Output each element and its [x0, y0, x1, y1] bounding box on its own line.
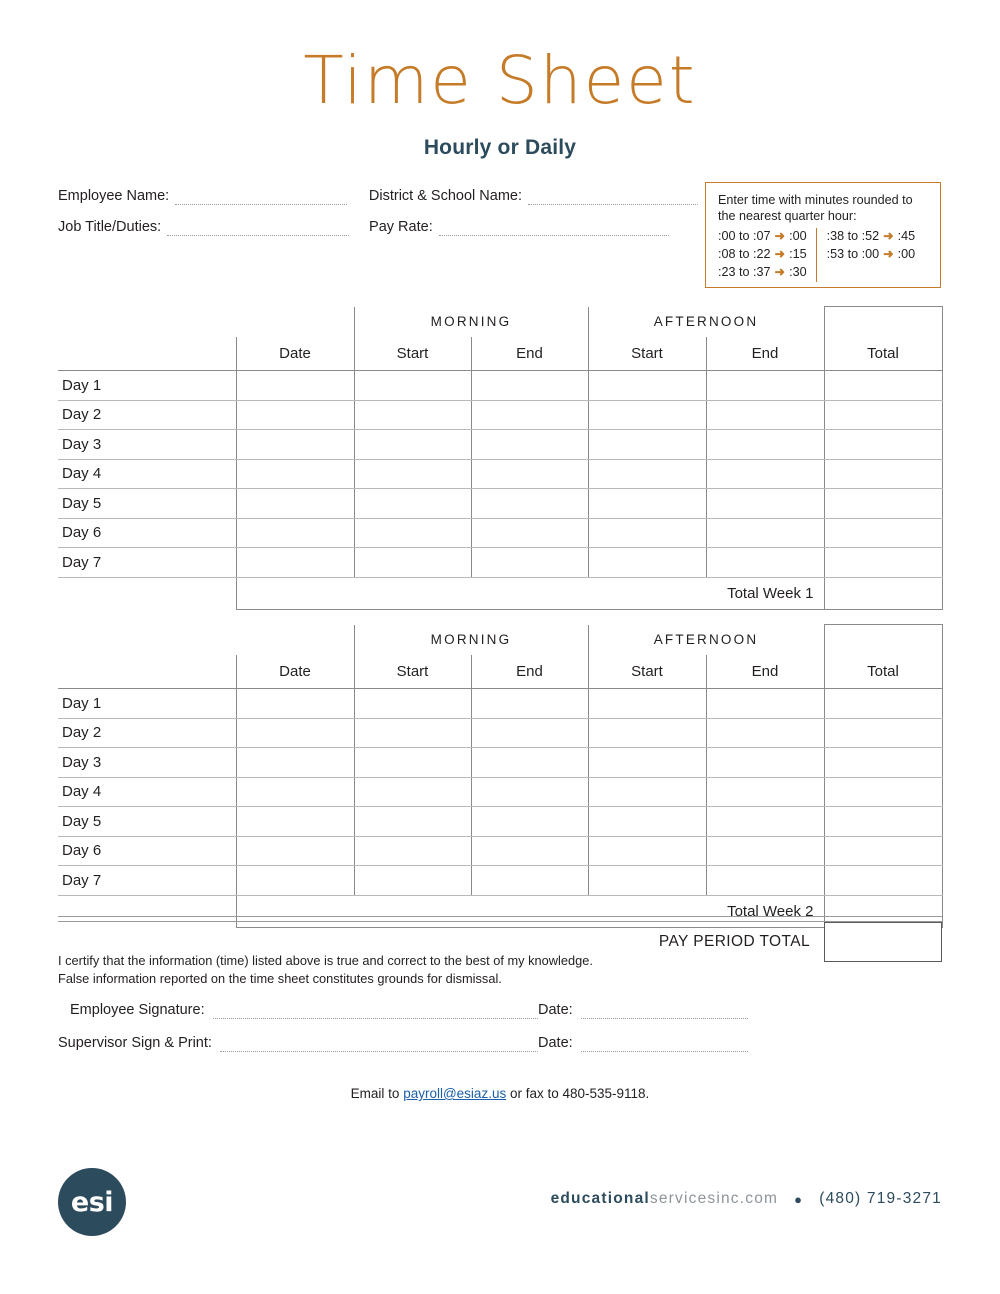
day-label: Day 6: [58, 836, 236, 866]
rounding-rule-range: :23 to :37: [718, 264, 771, 279]
submission-instructions: [0, 1086, 1000, 1101]
day-label: Day 5: [58, 807, 236, 837]
day-label: Day 2: [58, 400, 236, 430]
total-week1-label: Total Week 1: [236, 577, 824, 609]
rounding-instructions-box: [705, 182, 941, 288]
cell-afternoon-end[interactable]: [706, 489, 824, 519]
cell-morning-start[interactable]: [354, 807, 471, 837]
cell-afternoon-start[interactable]: [588, 489, 706, 519]
day-label: Day 2: [58, 718, 236, 748]
cell-date[interactable]: [236, 836, 354, 866]
cell-total[interactable]: [824, 518, 942, 548]
cell-morning-start[interactable]: [354, 777, 471, 807]
cell-morning-start[interactable]: [354, 548, 471, 578]
pay-period-total-value[interactable]: [824, 922, 942, 962]
signature-section: [58, 1002, 748, 1068]
rounding-rule-result: :00: [897, 247, 916, 262]
submission-suffix: or fax to 480-535-9118.: [506, 1086, 650, 1101]
day-label: Day 1: [58, 689, 236, 719]
cell-afternoon-start[interactable]: [588, 371, 706, 401]
certification-statement: [58, 952, 678, 988]
column-header-morning-end: End: [471, 337, 588, 371]
job-title-field-group: [58, 219, 357, 236]
rounding-rule-row: [718, 228, 807, 246]
cell-afternoon-start[interactable]: [588, 836, 706, 866]
cell-afternoon-start[interactable]: [588, 400, 706, 430]
cell-afternoon-start[interactable]: [588, 548, 706, 578]
rounding-rule-range: :38 to :52: [826, 229, 880, 244]
week2-timesheet-table: [58, 624, 942, 928]
cell-total[interactable]: [824, 400, 942, 430]
rounding-rule-result: :45: [897, 229, 916, 244]
cell-afternoon-end[interactable]: [706, 748, 824, 778]
cell-morning-start[interactable]: [354, 866, 471, 896]
cell-total[interactable]: [824, 371, 942, 401]
day-label: Day 4: [58, 459, 236, 489]
column-header-morning-start: Start: [354, 655, 471, 689]
table-row: [58, 548, 942, 578]
table-row: [58, 718, 942, 748]
arrow-right-icon: ➜: [774, 247, 786, 262]
arrow-right-icon: ➜: [774, 229, 786, 244]
cell-total[interactable]: [824, 430, 942, 460]
cell-morning-end[interactable]: [471, 400, 588, 430]
cell-date[interactable]: [236, 866, 354, 896]
table-row: [58, 777, 942, 807]
column-header-afternoon-end: End: [706, 337, 824, 371]
day-label: Day 6: [58, 518, 236, 548]
column-header-date: Date: [236, 655, 354, 689]
day-label: Day 3: [58, 748, 236, 778]
supervisor-date-input[interactable]: [581, 1037, 748, 1052]
cell-total[interactable]: [824, 718, 942, 748]
rounding-rule-range: :00 to :07: [718, 229, 771, 244]
supervisor-signature-label: Supervisor Sign & Print:: [58, 1035, 212, 1051]
group-header-afternoon: AFTERNOON: [588, 625, 824, 655]
cell-afternoon-end[interactable]: [706, 807, 824, 837]
column-header-afternoon-start: Start: [588, 655, 706, 689]
table-corner-blank: [236, 307, 354, 337]
cell-afternoon-start[interactable]: [588, 718, 706, 748]
supervisor-date-label: Date:: [538, 1035, 573, 1051]
pay-rate-label: Pay Rate:: [369, 219, 433, 235]
cell-afternoon-end[interactable]: [706, 718, 824, 748]
cell-afternoon-end[interactable]: [706, 371, 824, 401]
employee-name-field-group: [58, 188, 357, 205]
cell-total[interactable]: [824, 836, 942, 866]
cell-afternoon-end[interactable]: [706, 689, 824, 719]
cell-morning-end[interactable]: [471, 777, 588, 807]
employee-name-label: Employee Name:: [58, 188, 170, 204]
page-subtitle: Hourly or Daily: [423, 136, 577, 159]
cell-afternoon-end[interactable]: [706, 866, 824, 896]
table-row: [58, 518, 942, 548]
footer-website-bold: educational: [550, 1190, 650, 1207]
cell-afternoon-end[interactable]: [706, 459, 824, 489]
employee-date-input[interactable]: [581, 1004, 748, 1019]
cell-morning-end[interactable]: [471, 689, 588, 719]
footer-phone: (480) 719-3271: [819, 1190, 942, 1207]
cell-afternoon-end[interactable]: [706, 777, 824, 807]
district-school-label: District & School Name:: [368, 188, 522, 204]
employee-signature-label: Employee Signature:: [70, 1002, 205, 1018]
cell-afternoon-end[interactable]: [706, 548, 824, 578]
rounding-rules-right-column: [817, 228, 916, 282]
group-header-morning: MORNING: [354, 307, 588, 337]
table-corner-blank: [58, 307, 236, 337]
rounding-rule-range: :08 to :22: [718, 247, 771, 262]
footer-website-light: servicesinc.com: [649, 1190, 779, 1207]
cell-afternoon-start[interactable]: [588, 459, 706, 489]
employee-info-form: [58, 188, 698, 250]
column-header-date: Date: [236, 337, 354, 371]
cell-date[interactable]: [236, 400, 354, 430]
rounding-rule-result: :15: [789, 247, 807, 262]
pay-period-total-label: PAY PERIOD TOTAL: [658, 933, 810, 950]
employee-date-label: Date:: [538, 1002, 573, 1018]
cell-morning-end[interactable]: [471, 866, 588, 896]
column-header-blank: [58, 337, 236, 371]
cell-morning-end[interactable]: [471, 430, 588, 460]
cell-total[interactable]: [824, 777, 942, 807]
cell-morning-start[interactable]: [354, 689, 471, 719]
column-header-afternoon-end: End: [706, 655, 824, 689]
table-row: [58, 689, 942, 719]
column-header-blank: [58, 655, 236, 689]
pay-rate-input[interactable]: [439, 221, 669, 236]
table-corner-blank: [58, 625, 236, 655]
cell-morning-end[interactable]: [471, 807, 588, 837]
total-week2-label: Total Week 2: [236, 895, 824, 927]
group-header-afternoon: AFTERNOON: [588, 307, 824, 337]
cell-afternoon-end[interactable]: [706, 836, 824, 866]
cell-morning-start[interactable]: [354, 400, 471, 430]
pay-rate-field-group: [369, 219, 698, 236]
cell-total[interactable]: [824, 459, 942, 489]
column-header-morning-end: End: [471, 655, 588, 689]
rounding-instructions-heading: Enter time with minutes rounded to the nearest quarter hour:: [718, 193, 913, 224]
submission-prefix: Email to: [350, 1086, 404, 1101]
job-title-label: Job Title/Duties:: [58, 219, 162, 235]
footer-contact-info: [551, 1190, 942, 1208]
cell-morning-start[interactable]: [354, 836, 471, 866]
cell-date[interactable]: [236, 548, 354, 578]
esi-logo-text: esi: [70, 1186, 114, 1218]
table-row: [58, 866, 942, 896]
cell-afternoon-start[interactable]: [588, 689, 706, 719]
day-label: Day 5: [58, 489, 236, 519]
cell-date[interactable]: [236, 807, 354, 837]
footer-website: [551, 1190, 779, 1208]
cell-afternoon-end[interactable]: [706, 518, 824, 548]
cell-morning-start[interactable]: [354, 518, 471, 548]
table-row: [58, 371, 942, 401]
supervisor-signature-input[interactable]: [220, 1037, 538, 1052]
employee-name-input[interactable]: [175, 190, 347, 205]
cell-date[interactable]: [236, 718, 354, 748]
cell-morning-end[interactable]: [471, 371, 588, 401]
certification-line-2: False information reported on the time sheet constitutes grounds for dismissal.: [58, 971, 502, 987]
employee-date-group: [538, 1002, 748, 1019]
rounding-rule-row: [827, 246, 916, 264]
day-label: Day 3: [58, 430, 236, 460]
cell-morning-end[interactable]: [471, 748, 588, 778]
day-label: Day 7: [58, 866, 236, 896]
cell-date[interactable]: [236, 518, 354, 548]
cell-total[interactable]: [824, 748, 942, 778]
payroll-email-link[interactable]: payroll@esiaz.us: [403, 1086, 507, 1101]
day-label: Day 7: [58, 548, 236, 578]
cell-morning-start[interactable]: [354, 371, 471, 401]
column-header-total: Total: [824, 655, 942, 689]
cell-date[interactable]: [236, 459, 354, 489]
cell-afternoon-end[interactable]: [706, 430, 824, 460]
employee-signature-input[interactable]: [213, 1004, 538, 1019]
cell-total[interactable]: [824, 807, 942, 837]
cell-afternoon-start[interactable]: [588, 807, 706, 837]
table-row: [58, 807, 942, 837]
footer-separator-dot-icon: ●: [794, 1191, 804, 1207]
arrow-right-icon: ➜: [774, 264, 786, 279]
supervisor-signature-group: [58, 1035, 538, 1052]
cell-afternoon-start[interactable]: [588, 866, 706, 896]
group-header-morning: MORNING: [354, 625, 588, 655]
cell-morning-start[interactable]: [354, 718, 471, 748]
cell-date[interactable]: [236, 489, 354, 519]
group-header-total-box: [824, 307, 942, 337]
cell-morning-end[interactable]: [471, 836, 588, 866]
column-header-total: Total: [824, 337, 942, 371]
cell-afternoon-start[interactable]: [588, 748, 706, 778]
cell-morning-end[interactable]: [471, 489, 588, 519]
table-row: [58, 430, 942, 460]
cell-total[interactable]: [824, 548, 942, 578]
cell-morning-end[interactable]: [471, 718, 588, 748]
cell-total[interactable]: [824, 689, 942, 719]
rounding-rule-range: :53 to :00: [826, 247, 880, 262]
supervisor-date-group: [538, 1035, 748, 1052]
cell-morning-end[interactable]: [471, 459, 588, 489]
table-row: [58, 400, 942, 430]
rounding-rule-row: [827, 228, 916, 246]
job-title-input[interactable]: [167, 221, 349, 236]
divider-line-top: [58, 916, 942, 917]
cell-date[interactable]: [236, 689, 354, 719]
day-label: Day 4: [58, 777, 236, 807]
district-school-input[interactable]: [528, 190, 698, 205]
table-row: [58, 836, 942, 866]
cell-total[interactable]: [824, 489, 942, 519]
certification-line-1: I certify that the information (time) listed above is true and correct to the best of my knowledge.: [58, 953, 593, 968]
district-school-field-group: [369, 188, 698, 205]
week1-timesheet-table: [58, 306, 942, 610]
rounding-rule-row: [718, 264, 807, 282]
table-row: [58, 748, 942, 778]
employee-signature-group: [58, 1002, 538, 1019]
cell-morning-start[interactable]: [354, 748, 471, 778]
cell-afternoon-start[interactable]: [588, 518, 706, 548]
cell-date[interactable]: [236, 777, 354, 807]
rounding-rule-row: [718, 246, 807, 264]
rounding-rule-result: :30: [789, 264, 807, 279]
rounding-rules-left-column: [718, 228, 817, 282]
column-header-morning-start: Start: [354, 337, 471, 371]
total-week-spacer: [58, 577, 236, 609]
cell-morning-start[interactable]: [354, 489, 471, 519]
total-week1-value[interactable]: [824, 577, 942, 609]
cell-afternoon-start[interactable]: [588, 430, 706, 460]
day-label: Day 1: [58, 371, 236, 401]
arrow-right-icon: ➜: [883, 247, 894, 262]
column-header-afternoon-start: Start: [588, 337, 706, 371]
cell-date[interactable]: [236, 371, 354, 401]
cell-morning-end[interactable]: [471, 518, 588, 548]
page-title: Time Sheet: [303, 42, 697, 119]
cell-morning-start[interactable]: [354, 459, 471, 489]
cell-morning-start[interactable]: [354, 430, 471, 460]
table-row: [58, 489, 942, 519]
cell-afternoon-end[interactable]: [706, 400, 824, 430]
table-corner-blank: [236, 625, 354, 655]
rounding-rule-result: :00: [789, 229, 807, 244]
arrow-right-icon: ➜: [883, 229, 894, 244]
cell-date[interactable]: [236, 430, 354, 460]
cell-total[interactable]: [824, 866, 942, 896]
cell-afternoon-start[interactable]: [588, 777, 706, 807]
group-header-total-box: [824, 625, 942, 655]
table-row: [58, 459, 942, 489]
cell-morning-end[interactable]: [471, 548, 588, 578]
cell-date[interactable]: [236, 748, 354, 778]
esi-logo: [58, 1168, 126, 1236]
